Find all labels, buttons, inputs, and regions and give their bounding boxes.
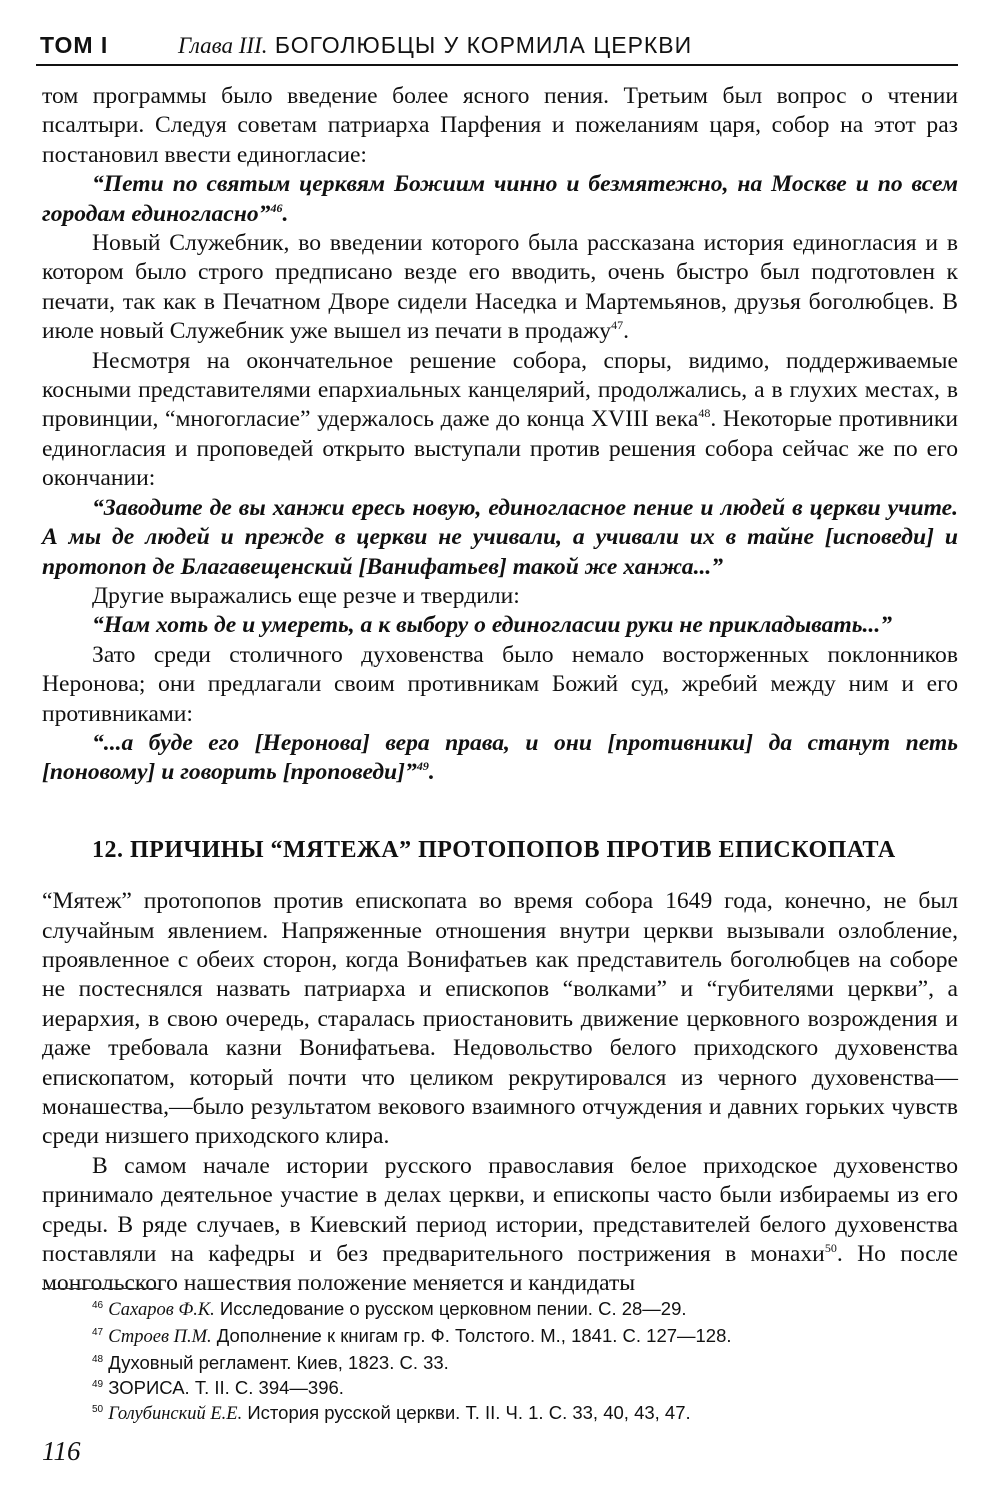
footnote-author: Сахаров Ф.К.: [108, 1300, 215, 1320]
footnote-author: Голубинский Е.Е.: [108, 1404, 243, 1424]
paragraph-4: Другие выражались еще резче и твердили:: [92, 582, 520, 609]
footnote-48: [92, 1350, 952, 1375]
paragraph-7-text: В самом начале истории русского православия белое приходское духовенство принимало деятельное участие в делах церкви, и епископы часто были избираемы из его среды. В ряде случаев, в Киевский период истории, представителей белого духовенства поставляли на кафедры и без предварительного пострижения в монахи: [42, 1152, 958, 1268]
chapter-label: Глава III.: [178, 33, 268, 58]
footnote-number: 47: [92, 1326, 104, 1338]
footnote-text: Духовный регламент. Киев, 1823. С. 33.: [108, 1352, 449, 1373]
paragraph-3-cont: Некоторые противники единогласия и проповедей открыто выступали против решения собора сейчас же по его окончании:: [42, 406, 958, 492]
footnote-number: 49: [92, 1378, 104, 1390]
footnote-number: 48: [92, 1353, 104, 1365]
quote-1: “Пети по святым церквям Божиим чинно и безмятежно, на Москве и по всем городам единогласно”$^{46}$.: [42, 171, 958, 227]
footnote-text: Дополнение к книгам гр. Ф. Толстого. М., 1841. С. 127—128.: [216, 1325, 732, 1346]
chapter-title: [178, 32, 692, 59]
footnote-49: [92, 1375, 952, 1400]
footnote-text: История русской церкви. Т. II. Ч. 1. С. 33, 40, 43, 47.: [247, 1402, 691, 1423]
page-number: 116: [42, 1436, 81, 1466]
footnote-50: [92, 1400, 952, 1427]
paragraph-5: Зато среди столичного духовенства было немало восторженных поклонников Неронова; они предлагали своим противникам Божий суд, жребий между ним и его противниками:: [42, 641, 958, 727]
main-text: [42, 82, 958, 1299]
footnote-number: 46: [92, 1299, 104, 1311]
footnote-ref-50[interactable]: 50: [824, 1241, 837, 1256]
paragraph-3-text: Несмотря на окончательное решение собора, споры, видимо, поддерживаемые косными представителями епархиальных канцелярий, продолжались, а в глухих местах, в провинции, “многогласие” удержалось даже до конца XVIII века: [42, 347, 958, 433]
running-header: [36, 28, 958, 66]
footnote-ref-48[interactable]: 48: [698, 406, 711, 421]
footnote-47: [92, 1323, 952, 1350]
quote-2: “Заводите де вы ханжи ересь новую, единогласное пение и людей в церкви учите. А мы де людей и прежде в церкви не учивали, а учивали их в тайне [исповеди] и протопоп де Благавещенский [Ванифатьев] такой же ханжа...”: [42, 494, 958, 580]
section-heading: 12. ПРИЧИНЫ “МЯТЕЖА” ПРОТОПОПОВ ПРОТИВ ЕПИСКОПАТА: [92, 836, 896, 863]
paragraph-3: Несмотря на окончательное решение собора, споры, видимо, поддерживаемые косными представителями епархиальных канцелярий, продолжались, а в глухих местах, в провинции, “многогласие” удержалось даже до конца XVIII века$^{48}$. Некоторые противники единогласия и проповедей открыто выступали против решения собора сейчас же по его окончании:: [42, 347, 958, 492]
paragraph-6: “Мятеж” протопопов против епископата во время собора 1649 года, конечно, не был случайным явлением. Напряженные отношения внутри церкви вызывали озлобление, проявленное с обеих сторон, когда Вонифатьев как представитель боголюбцев на соборе не постеснялся назвать патриарха и епископов “волками” и “губителями церкви”, а иерархия, в свою очередь, старалась приостановить движение церковного возрождения и даже требовала казни Вонифатьева. Недовольство белого приходского духовенства епископатом, который почти что целиком рекрутировался из черного духовенства—монашества,—было результатом векового взаимного отчуждения и давних горьких чувств среди низшего приходского клира.: [42, 888, 958, 1150]
volume-label: ТОМ I: [40, 32, 109, 58]
footnote-ref-47[interactable]: 47: [611, 318, 624, 333]
footnote-text: ЗОРИСА. Т. II. С. 394—396.: [108, 1377, 344, 1398]
footnote-author: Строев П.М.: [108, 1327, 212, 1347]
footnotes: [92, 1296, 952, 1427]
quote-3: “Нам хоть де и умереть, а к выбору о единогласии руки не прикладывать...”: [92, 612, 893, 639]
quote-1-text: “Пети по святым церквям Божиим чинно и безмятежно, на Москве и по всем городам единогласно”: [42, 171, 958, 227]
footnote-46: [92, 1296, 952, 1323]
paragraph-2: Новый Служебник, во введении которого была рассказана история единогласия и в котором было строго предписано везде его вводить, очень быстро был подготовлен к печати, так как в Печатном Дворе сидели Наседка и Мартемьянов, друзья боголюбцев. В июле новый Служебник уже вышел из печати в продажу$^{47}$.: [42, 230, 958, 345]
footnote-text: Исследование о русском церковном пении. С. 28—29.: [219, 1298, 687, 1319]
paragraph-7: В самом начале истории русского православия белое приходское духовенство принимало деятельное участие в делах церкви, и епископы часто были избираемы из его среды. В ряде случаев, в Киевский период истории, представителей белого духовенства поставляли на кафедры и без предварительного пострижения в монахи$^{50}$. Но после монгольского нашествия положение меняется и кандидаты: [42, 1152, 958, 1297]
quote-4: “...а буде его [Неронова] вера права, и они [противники] да станут петь [поновому] и говорить [проповеди]”$^{49}$.: [42, 729, 958, 786]
footnote-divider: [42, 1288, 160, 1289]
chapter-name: БОГОЛЮБЦЫ У КОРМИЛА ЦЕРКВИ: [274, 32, 693, 58]
footnote-ref-46[interactable]: 46: [270, 200, 283, 215]
footnote-ref-49[interactable]: 49: [416, 759, 429, 774]
paragraph-1: том программы было введение более ясного пения. Третьим был вопрос о чтении псалтыри. Следуя советам патриарха Парфения и пожеланиям царя, собор на этот раз постановил ввести единогласие:: [42, 83, 958, 168]
paragraph-7-cont: Но после монгольского нашествия положение меняется и кандидаты: [42, 1241, 958, 1297]
footnote-number: 50: [92, 1403, 104, 1415]
paragraph-2-text: Новый Служебник, во введении которого была рассказана история единогласия и в котором было строго предписано везде его вводить, очень быстро был подготовлен к печати, так как в Печатном Дворе сидели Наседка и Мартемьянов, друзья боголюбцев. В июле новый Служебник уже вышел из печати в продажу: [42, 230, 958, 345]
quote-4-text: “...а буде его [Неронова] вера права, и они [противники] да станут петь [поновому] и говорить [проповеди]”: [42, 729, 958, 786]
